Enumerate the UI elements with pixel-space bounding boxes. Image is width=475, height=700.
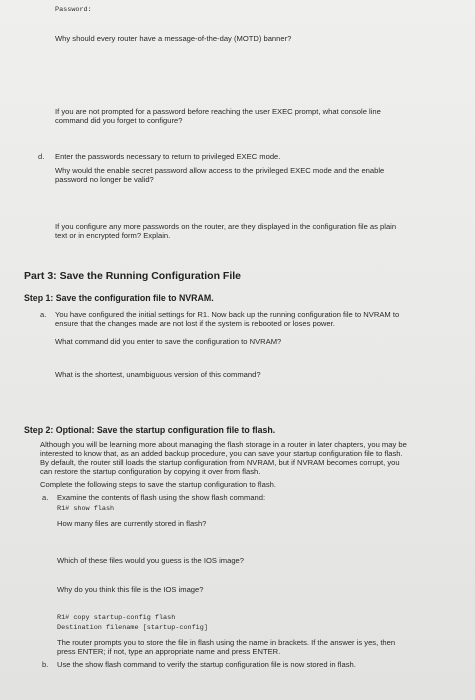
secret-question-line1: Why would the enable secret password allow access to the privileged EXEC mode and the enable xyxy=(55,166,385,175)
show-flash-command: R1# show flash xyxy=(57,505,115,513)
why-ios-question: Why do you think this file is the IOS image? xyxy=(57,585,204,594)
step-1-heading: Step 1: Save the configuration file to NVRAM. xyxy=(24,293,214,303)
password-label: Password: xyxy=(55,6,92,14)
step-2-para-line1: Although you will be learning more about managing the flash storage in a router in later chapters, you may be xyxy=(40,440,407,449)
step-2a-marker: a. xyxy=(42,493,49,502)
save-command-question: What command did you enter to save the configuration to NVRAM? xyxy=(55,337,282,346)
shortest-command-question: What is the shortest, unambiguous version of this command? xyxy=(55,370,261,379)
console-question-line2: command did you forget to configure? xyxy=(55,116,183,125)
motd-question: Why should every router have a message-of-the-day (MOTD) banner? xyxy=(55,34,292,43)
plaintext-question-line2: text or in encrypted form? Explain. xyxy=(55,231,171,240)
ios-image-question: Which of these files would you guess is the IOS image? xyxy=(57,556,244,565)
step-2-para-line3: By default, the router still loads the startup configuration from NVRAM, but if NVRAM becomes corrupt, you xyxy=(40,458,400,467)
complete-steps-text: Complete the following steps to save the startup configuration to flash. xyxy=(40,480,276,489)
step-d-text: Enter the passwords necessary to return to privileged EXEC mode. xyxy=(55,152,281,161)
copy-command: R1# copy startup-config flash xyxy=(57,614,176,622)
step-2-para-line2: interested to know that, as an added backup procedure, you can save your startup configuration file to flash. xyxy=(40,449,403,458)
step-2-heading: Step 2: Optional: Save the startup configuration file to flash. xyxy=(24,425,276,435)
part-3-heading: Part 3: Save the Running Configuration File xyxy=(24,270,242,282)
step-1a-line1: You have configured the initial settings for R1. Now back up the running configuration file to NVRAM to xyxy=(55,310,400,319)
step-2a-text: Examine the contents of flash using the show flash command: xyxy=(57,493,266,502)
router-prompt-line1: The router prompts you to store the file in flash using the name in brackets. If the answer is yes, then xyxy=(57,638,396,647)
router-prompt-line2: press ENTER; if not, type an appropriate name and press ENTER. xyxy=(57,647,281,656)
step-2-para-line4: can restore the startup configuration by copying it over from flash. xyxy=(40,467,261,476)
plaintext-question-line1: If you configure any more passwords on the router, are they displayed in the configuration file as plain xyxy=(55,222,397,231)
step-1a-marker: a. xyxy=(40,310,47,319)
destination-filename-prompt: Destination filename [startup-config] xyxy=(57,624,208,632)
step-2b-text: Use the show flash command to verify the startup configuration file is now stored in flash. xyxy=(57,660,356,669)
step-d-marker: d. xyxy=(38,152,45,161)
step-2b-marker: b. xyxy=(42,660,49,669)
secret-question-line2: password no longer be valid? xyxy=(55,175,154,184)
step-1a-line2: ensure that the changes made are not lost if the system is rebooted or loses power. xyxy=(55,319,335,328)
console-question-line1: If you are not prompted for a password before reaching the user EXEC prompt, what console line xyxy=(55,107,381,116)
files-count-question: How many files are currently stored in flash? xyxy=(57,519,207,528)
